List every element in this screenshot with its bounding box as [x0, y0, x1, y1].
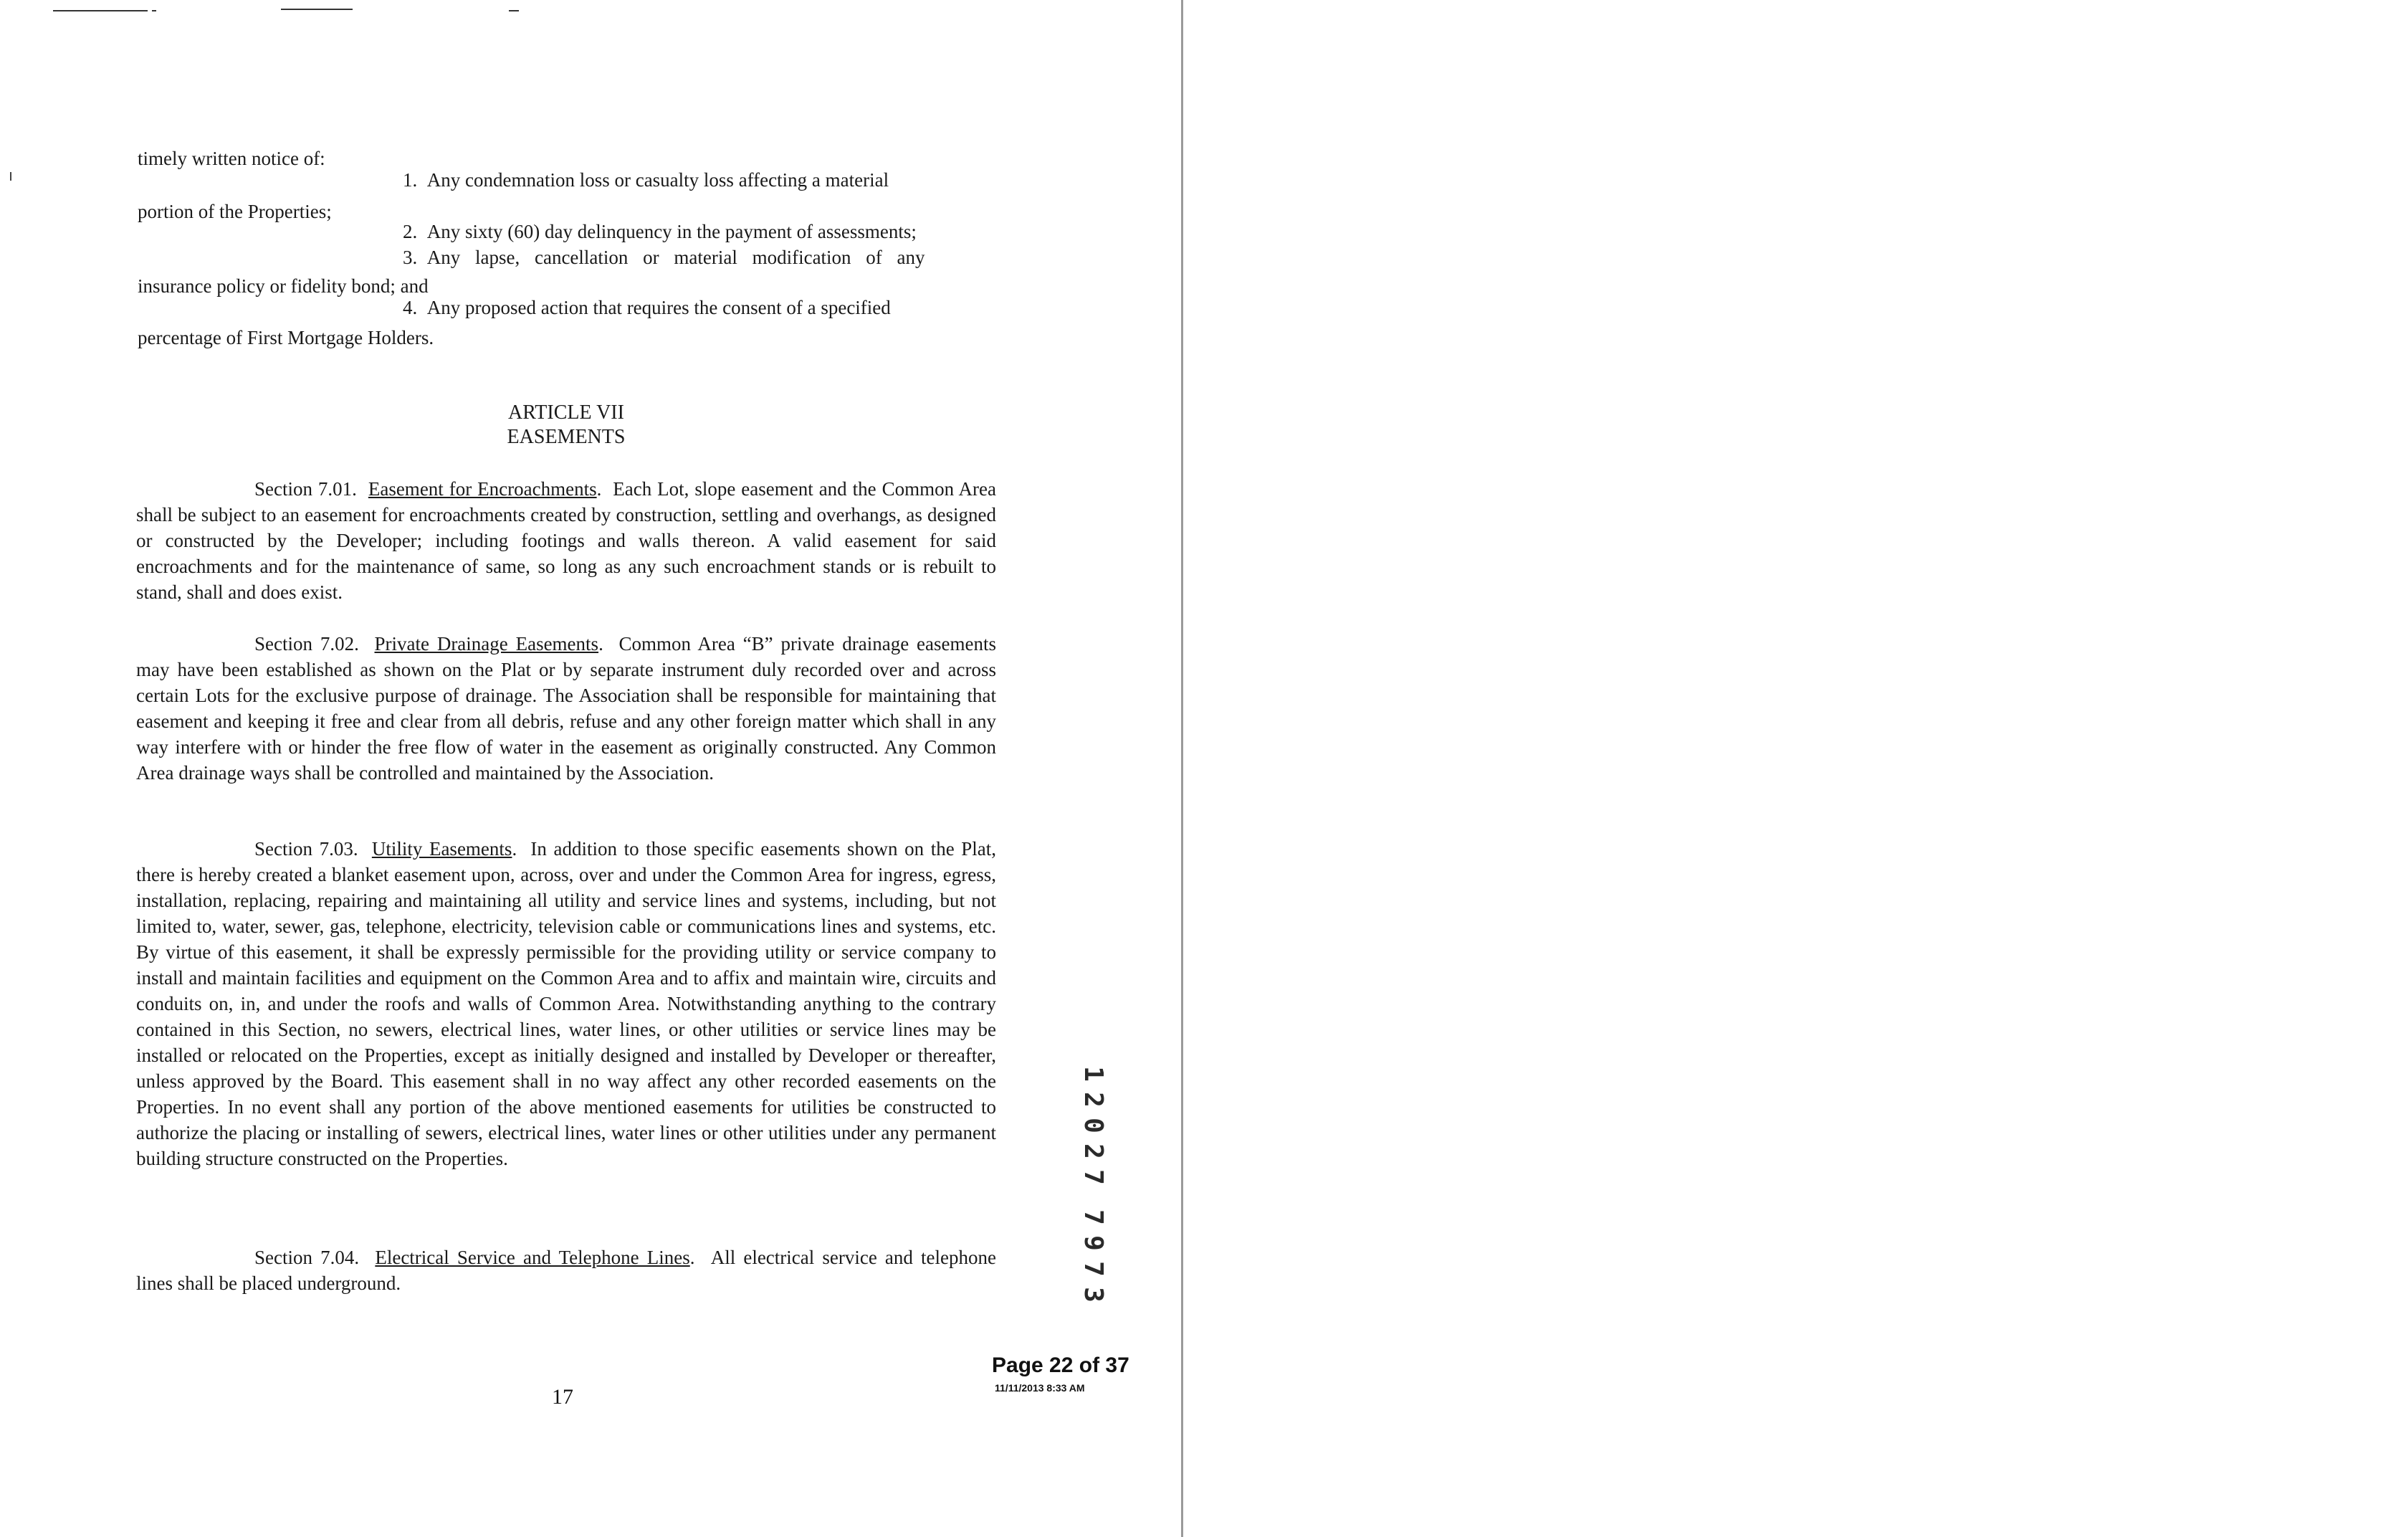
- list-text: Any lapse, cancellation or material modification of any: [426, 247, 925, 268]
- section-7-01: Section 7.01. Easement for Encroachments. Each Lot, slope easement and the Common Area shall be subject to an easement for encroachments created by construction, settling and overhangs, as designed or constructed by the Developer; including footings and walls thereon. A valid easement for said encroachments and for the maintenance of same, so long as any such encroachment stands or is rebuilt to stand, shall and does exist.: [136, 478, 996, 603]
- scan-artifact: [10, 172, 11, 181]
- list-item-3-cont: insurance policy or fidelity bond; and: [138, 275, 429, 297]
- scan-artifact: [509, 10, 519, 11]
- section-7-02: Section 7.02. Private Drainage Easements. Common Area “B” private drainage easements may have been established as shown on the Plat or by separate instrument duly recorded over and across certain Lots for the exclusive purpose of drainage. The Association shall be responsible for maintaining that easement and keeping it free and clear from all debris, refuse and any other foreign matter which shall in any way interfere with or hinder the free flow of water in the easement as originally constructed. Any Common Area drainage ways shall be controlled and maintained by the Association.: [136, 633, 996, 784]
- stamp-digit: 2: [1079, 1143, 1108, 1159]
- list-item-1: [403, 168, 996, 192]
- stamp-digit: 7: [1079, 1261, 1108, 1277]
- stamp-digit: 7: [1079, 1169, 1108, 1185]
- article-subtitle: EASEMENTS: [507, 426, 626, 448]
- list-number: 1.: [403, 169, 418, 191]
- list-item-4: [403, 295, 891, 320]
- article-title: ARTICLE VII: [508, 401, 624, 424]
- stamp-digit: 9: [1079, 1235, 1108, 1251]
- section-body: Common Area “B” private drainage easements may have been established as shown on the Plat or by separate instrument duly recorded over and across certain Lots for the exclusive purpose of drainage. The Association shall be responsible for maintaining that easement and keeping it free and clear from all debris, refuse and any other foreign matter which shall in any way interfere with or hinder the free flow of water in the easement as originally constructed. Any Common Area drainage ways shall be controlled and maintained by the Association.: [136, 633, 996, 784]
- notice-intro: timely written notice of:: [138, 148, 325, 169]
- section-7-04: Section 7.04. Electrical Service and Telephone Lines. All electrical service and telephone lines shall be placed underground.: [136, 1247, 996, 1294]
- section-label: Section 7.03.: [254, 838, 358, 860]
- section-heading: Easement for Encroachments: [368, 478, 597, 500]
- section-body: All electrical service and telephone lines shall be placed underground.: [136, 1247, 996, 1294]
- list-number: 3.: [403, 247, 418, 268]
- stamp-digit: 3: [1079, 1287, 1108, 1303]
- section-heading: Electrical Service and Telephone Lines: [375, 1247, 690, 1268]
- list-number: 4.: [403, 297, 418, 318]
- scan-artifact: [152, 10, 156, 11]
- section-label: Section 7.01.: [254, 478, 357, 500]
- list-item-4-cont: percentage of First Mortgage Holders.: [138, 327, 434, 348]
- section-label: Section 7.04.: [254, 1247, 360, 1268]
- stamp-digit: 0: [1079, 1118, 1108, 1133]
- list-number: 2.: [403, 221, 418, 242]
- list-item-1-cont: portion of the Properties;: [138, 201, 332, 222]
- stamp-digit: 7: [1079, 1209, 1108, 1225]
- section-body: Each Lot, slope easement and the Common Area shall be subject to an easement for encroachments created by construction, settling and overhangs, as designed or constructed by the Developer; including footings and walls thereon. A valid easement for said encroachments and for the maintenance of same, so long as any such encroachment stands or is rebuilt to stand, shall and does exist.: [136, 478, 996, 603]
- recorded-timestamp: 11/11/2013 8:33 AM: [995, 1382, 1085, 1394]
- recording-number-stamp: [1075, 1061, 1111, 1308]
- list-item-3: [403, 245, 996, 270]
- section-label: Section 7.02.: [254, 633, 359, 655]
- page-of-total: Page 22 of 37: [992, 1353, 1129, 1377]
- section-heading: Utility Easements: [371, 838, 512, 860]
- scan-artifact: [281, 9, 353, 10]
- section-heading: Private Drainage Easements: [374, 633, 599, 655]
- document-page: [0, 0, 1181, 1537]
- page-number: 17: [552, 1385, 573, 1409]
- stamp-digit: 1: [1079, 1066, 1108, 1082]
- list-text: Any proposed action that requires the consent of a specified: [426, 297, 891, 318]
- list-text: Any condemnation loss or casualty loss affecting a material: [426, 169, 889, 191]
- scan-artifact: [53, 10, 148, 11]
- section-body: In addition to those specific easements shown on the Plat, there is hereby created a blanket easement upon, across, over and under the Common Area for ingress, egress, installation, replacing, repairing and maintaining all utility and service lines and systems, including, but not limited to, water, sewer, gas, telephone, electricity, television cable or communications lines and systems, etc. By virtue of this easement, it shall be expressly permissible for the providing utility or service company to install and maintain facilities and equipment on the Common Area and to affix and maintain wire, circuits and conduits on, in, and under the roofs and walls of Common Area. Notwithstanding anything to the contrary contained in this Section, no sewers, electrical lines, water lines, or other utilities or service lines may be installed or relocated on the Properties, except as initially designed and installed by Developer or thereafter, unless approved by the Board. This easement shall in no way affect any other recorded easements on the Properties. In no event shall any portion of the above mentioned easements for utilities be constructed to authorize the placing or installing of sewers, electrical lines, water lines or other utilities under any permanent building structure constructed on the Properties.: [136, 838, 997, 1169]
- blank-page: [1183, 0, 2408, 1537]
- list-text: Any sixty (60) day delinquency in the payment of assessments;: [426, 221, 917, 242]
- list-item-2: [403, 219, 917, 244]
- stamp-digit: 2: [1079, 1092, 1108, 1108]
- section-7-03: Section 7.03. Utility Easements. In addition to those specific easements shown on the Plat, there is hereby created a blanket easement upon, across, over and under the Common Area for ingress, egress, installation, replacing, repairing and maintaining all utility and service lines and systems, including, but not limited to, water, sewer, gas, telephone, electricity, television cable or communications lines and systems, etc. By virtue of this easement, it shall be expressly permissible for the providing utility or service company to install and maintain facilities and equipment on the Common Area and to affix and maintain wire, circuits and conduits on, in, and under the roofs and walls of Common Area. Notwithstanding anything to the contrary contained in this Section, no sewers, electrical lines, water lines, or other utilities or service lines may be installed or relocated on the Properties, except as initially designed and installed by Developer or thereafter, unless approved by the Board. This easement shall in no way affect any other recorded easements on the Properties. In no event shall any portion of the above mentioned easements for utilities be constructed to authorize the placing or installing of sewers, electrical lines, water lines or other utilities under any permanent building structure constructed on the Properties.: [136, 838, 997, 1169]
